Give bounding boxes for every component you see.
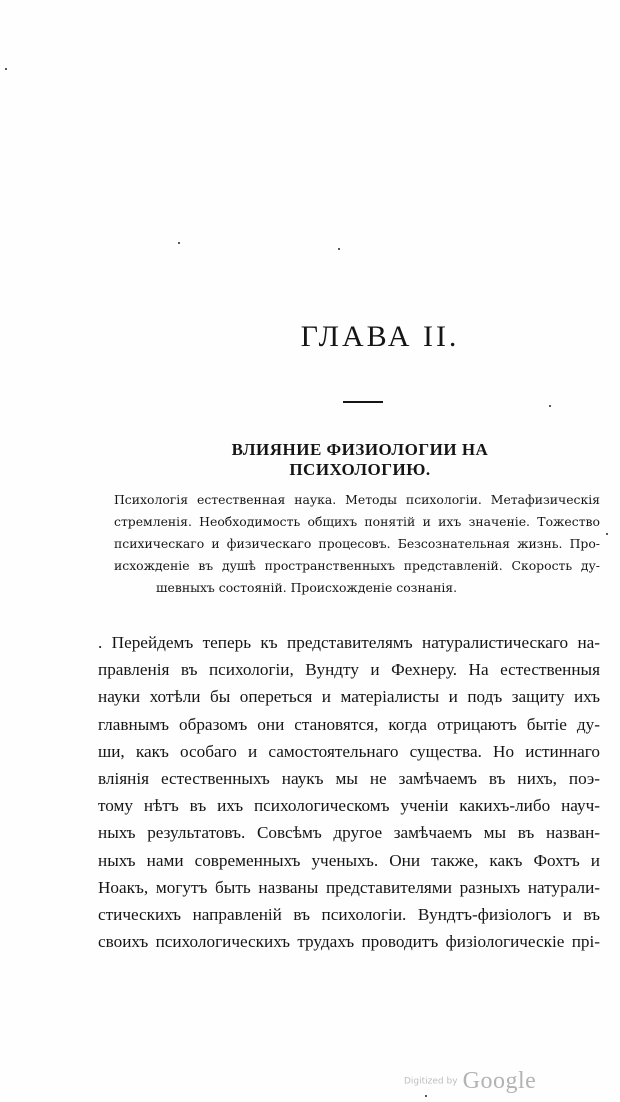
scan-speck	[178, 242, 180, 244]
body-line: тому нѣтъ въ ихъ психологическомъ ученіи какихъ-либо науч-	[98, 796, 600, 816]
scan-speck	[606, 533, 608, 535]
summary-line: исхожденіе въ душѣ пространственныхъ представленій. Скорость ду-	[114, 558, 600, 573]
body-line: вліянія естественныхъ наукъ мы не замѣчаемъ въ нихъ, поэ-	[98, 769, 600, 789]
title-rule	[343, 401, 383, 403]
digitized-by-watermark	[404, 1068, 536, 1095]
body-line: ныхъ результатовъ. Совсѣмъ другое замѣчаемъ мы въ назван-	[98, 823, 600, 843]
body-line: . Перейдемъ теперь къ представителямъ натуралистическаго на-	[98, 633, 600, 652]
body-line: ши, какъ особаго и самостоятельнаго существа. Но истиннаго	[98, 741, 600, 761]
summary-line: психическаго и физическаго процесовъ. Безсознательная жизнь. Про-	[114, 536, 600, 551]
chapter-title: ГЛАВА II.	[300, 320, 460, 353]
scan-speck	[338, 248, 340, 250]
body-line: главнымъ образомъ они становятся, когда отрицаютъ бытіе ду-	[98, 714, 600, 734]
body-paragraph	[98, 629, 600, 955]
summary-line: Психологія естественная наука. Методы психологіи. Метафизическія	[114, 492, 600, 507]
section-title: ВЛИЯНИЕ ФИЗИОЛОГИИ НА ПСИХОЛОГИЮ.	[231, 440, 489, 479]
body-line: правленія въ психологіи, Вундту и Фехнеру. На естественныя	[98, 660, 600, 680]
body-line: стическихъ направленій въ психологіи. Вундтъ-физіологъ и въ	[98, 905, 600, 925]
summary-line: шевныхъ состояній. Происхожденіе сознанія.	[156, 580, 458, 595]
watermark-prefix: Digitized by	[404, 1076, 458, 1087]
scan-speck	[425, 1095, 427, 1097]
body-line: своихъ психологическихъ трудахъ проводитъ физіологическіе прі-	[98, 932, 600, 952]
body-line: ныхъ нами современныхъ ученыхъ. Они также, какъ Фохтъ и	[98, 850, 600, 870]
scan-speck	[5, 68, 7, 70]
google-logo: Google	[462, 1068, 537, 1094]
body-line: Ноакъ, могутъ быть названы представителями разныхъ натурали-	[98, 877, 600, 897]
scan-speck	[549, 405, 551, 407]
chapter-summary	[114, 489, 600, 599]
body-line: науки хотѣли бы опереться и матеріалисты и подъ защиту ихъ	[98, 687, 600, 707]
summary-line: стремленія. Необходимость общихъ понятій и ихъ значеніе. Тожество	[114, 514, 600, 529]
